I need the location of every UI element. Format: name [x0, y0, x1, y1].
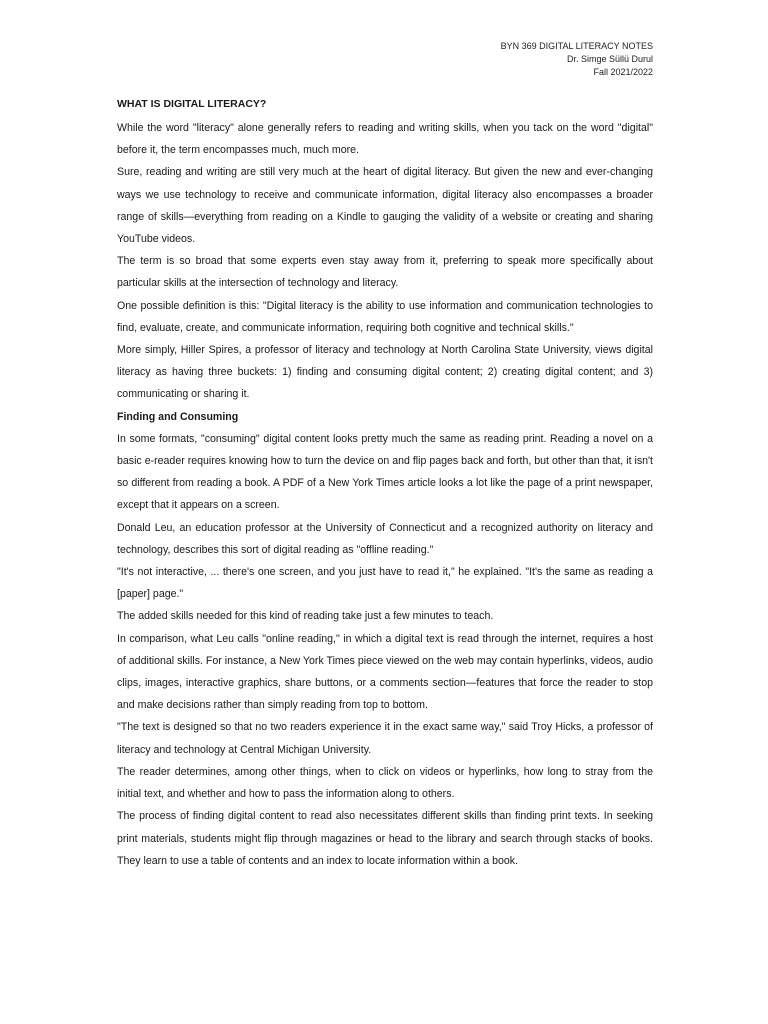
course-title: BYN 369 DIGITAL LITERACY NOTES	[500, 41, 653, 51]
paragraph: The added skills needed for this kind of reading take just a few minutes to teach.	[117, 610, 494, 623]
paragraph: The process of finding digital content to read also necessitates different skills than finding print texts. In seeking print materials, students might flip through magazines or head to the library and search through stacks of books. They learn to use a table of contents and an index to locate information within a book.	[117, 810, 653, 867]
paragraph: "It's not interactive, ... there's one screen, and you just have to read it," he explained. "It's the same as reading a [paper] page."	[117, 566, 653, 601]
paragraph: In comparison, what Leu calls "online reading," in which a digital text is read through the internet, requires a host of additional skills. For instance, a New York Times piece viewed on the web may contain hyperlinks, videos, audio clips, images, interactive graphics, share buttons, or a comments section—features that force the reader to stop and make decisions rather than simply reading from top to bottom.	[117, 632, 653, 712]
paragraph: "The text is designed so that no two readers experience it in the exact same way," said Troy Hicks, a professor of literacy and technology at Central Michigan University.	[117, 721, 653, 756]
paragraph: Donald Leu, an education professor at the University of Connecticut and a recognized authority on literacy and technology, describes this sort of digital reading as "offline reading."	[117, 521, 653, 556]
paragraph: The term is so broad that some experts even stay away from it, preferring to speak more specifically about particular skills at the intersection of technology and literacy.	[117, 255, 653, 290]
document-title: WHAT IS DIGITAL LITERACY?	[117, 98, 267, 110]
paragraph: While the word "literacy" alone generally refers to reading and writing skills, when you tack on the word "digital" before it, the term encompasses much, much more.	[117, 122, 653, 157]
document-body	[117, 117, 653, 872]
paragraph: More simply, Hiller Spires, a professor of literacy and technology at North Carolina State University, views digital literacy as having three buckets: 1) finding and consuming digital content; 2) creating digital content; and 3) communicating or sharing it.	[117, 344, 653, 401]
document-header	[117, 40, 653, 79]
paragraph: One possible definition is this: "Digital literacy is the ability to use information and communication technologies to find, evaluate, create, and communicate information, requiring both cognitive and technical skills."	[117, 299, 653, 334]
paragraph: Sure, reading and writing are still very much at the heart of digital literacy. But given the new and ever-changing ways we use technology to receive and communicate information, digital literacy also encompasses a broader range of skills—everything from reading on a Kindle to gauging the validity of a website or creating and sharing YouTube videos.	[117, 166, 653, 246]
term-label: Fall 2021/2022	[593, 67, 653, 77]
paragraph: The reader determines, among other things, when to click on videos or hyperlinks, how long to stray from the initial text, and whether and how to pass the information along to others.	[117, 765, 653, 801]
instructor-name: Dr. Simge Süllü Durul	[566, 54, 653, 64]
document-page	[117, 40, 653, 872]
section-heading: Finding and Consuming	[117, 410, 239, 423]
paragraph: In some formats, "consuming" digital content looks pretty much the same as reading print. Reading a novel on a basic e-reader requires knowing how to turn the device on and flip pages back and forth, but other than that, it isn't so different from reading a book. A PDF of a New York Times article looks a lot like the page of a print newspaper, except that it appears on a screen.	[117, 432, 653, 512]
